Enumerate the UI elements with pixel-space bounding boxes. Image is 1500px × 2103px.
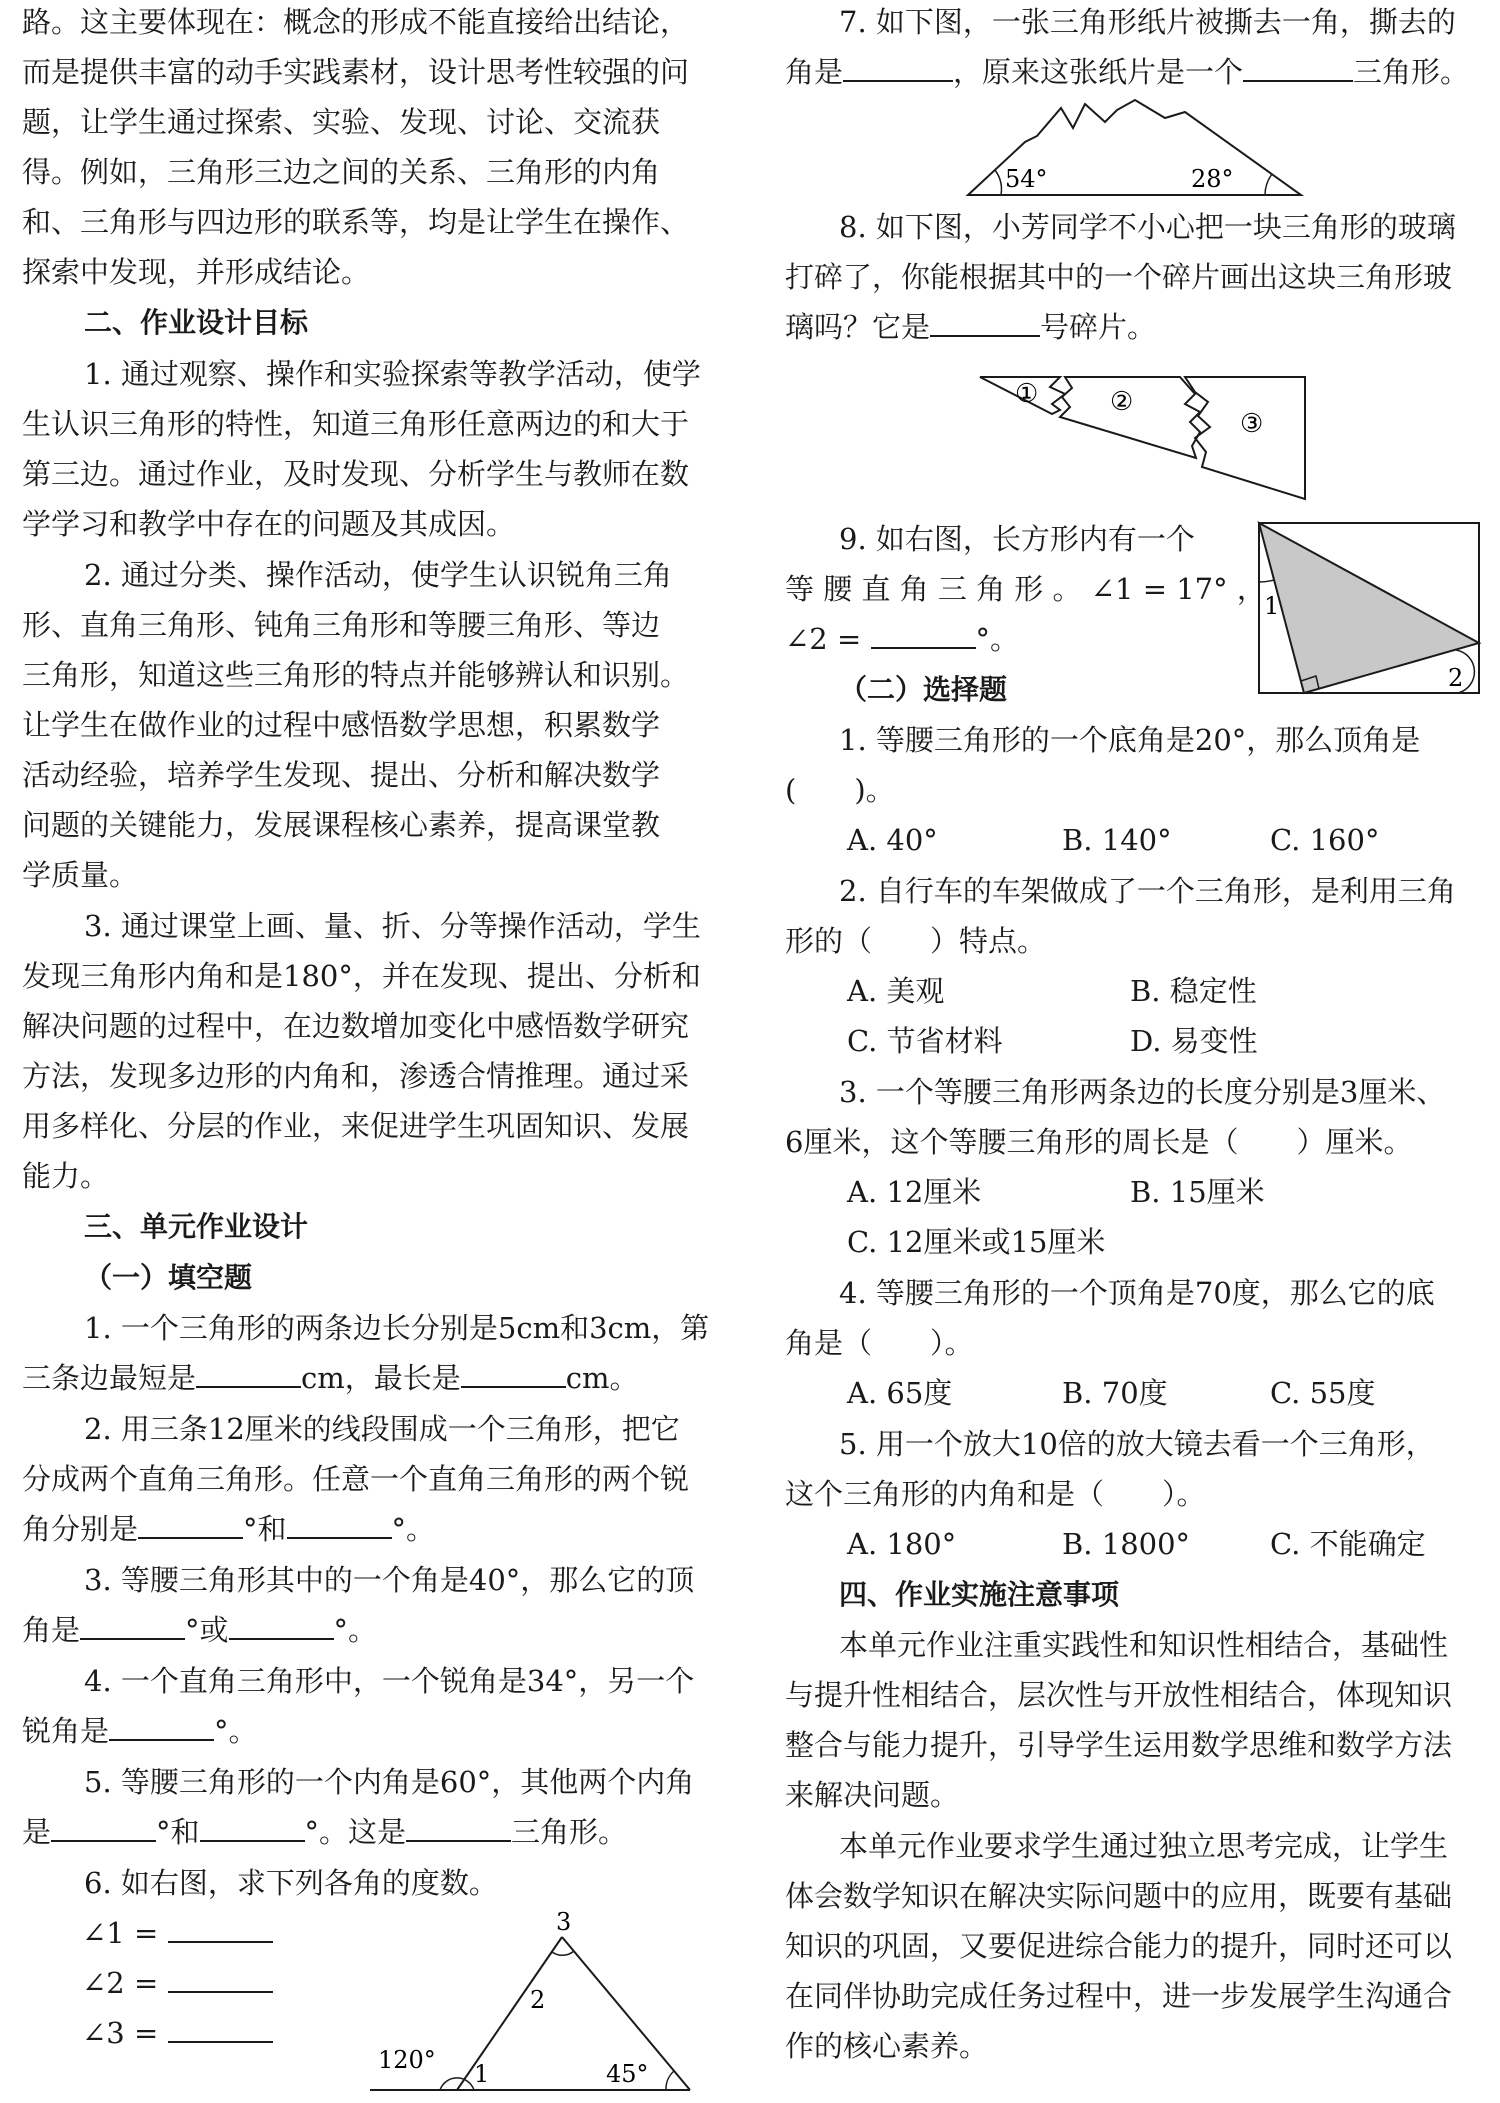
angle-arc xyxy=(995,170,1001,195)
goal-line: 问题的关键能力，发展课程核心素养，提高课堂教 xyxy=(22,808,661,842)
choice-1-option-b[interactable]: B. 140° xyxy=(1062,823,1172,857)
figure-9-rectangle-triangle xyxy=(1258,522,1480,694)
choice-1-line: ( )。 xyxy=(785,773,895,807)
angle-label-2: 2 xyxy=(1448,664,1464,692)
isosceles-right-triangle xyxy=(1259,523,1479,693)
angle-3-answer: ∠3 = xyxy=(82,2011,273,2055)
question-5-line: 是 °和 °。这是 三角形。 xyxy=(22,1810,627,1854)
choice-2-option-a[interactable]: A. 美观 xyxy=(847,974,945,1008)
goal-line: 1. 通过观察、操作和实验探索等教学活动，使学 xyxy=(84,357,701,391)
question-7-line: 角是 ，原来这张纸片是一个 三角形。 xyxy=(785,50,1469,94)
angle-label-28: 28° xyxy=(1191,165,1234,193)
goal-line: 方法，发现多边形的内角和，渗透合情推理。通过采 xyxy=(22,1059,690,1093)
angle-label-3: 3 xyxy=(556,1908,572,1936)
angle-label-1: 1 xyxy=(1264,592,1280,620)
goal-line: 发现三角形内角和是180°，并在发现、提出、分析和 xyxy=(22,959,701,993)
question-8-line: 8. 如下图，小芳同学不小心把一块三角形的玻璃 xyxy=(839,210,1456,244)
figure-7-torn-triangle xyxy=(965,100,1305,200)
choice-2-option-d[interactable]: D. 易变性 xyxy=(1130,1024,1258,1058)
piece-label-3: ③ xyxy=(1240,409,1264,439)
question-2-line: 角分别是 °和 °。 xyxy=(22,1507,435,1551)
choice-4-option-b[interactable]: B. 70度 xyxy=(1062,1376,1168,1410)
question-7-line: 7. 如下图，一张三角形纸片被撕去一角，撕去的 xyxy=(839,5,1456,39)
choice-3-line: 6厘米，这个等腰三角形的周长是（ ）厘米。 xyxy=(785,1125,1413,1159)
angle-label-120: 120° xyxy=(378,2046,436,2074)
notes-line: 与提升性相结合，层次性与开放性相结合，体现知识 xyxy=(785,1678,1453,1712)
question-9-line: ∠2 = °。 xyxy=(785,617,1019,661)
notes-line: 作的核心素养。 xyxy=(785,2029,989,2063)
answer-blank[interactable] xyxy=(461,1358,566,1388)
goal-line: 能力。 xyxy=(22,1159,110,1193)
notes-line: 来解决问题。 xyxy=(785,1778,960,1812)
answer-blank[interactable] xyxy=(196,1358,301,1388)
question-1-line: 三条边最短是 cm，最长是 cm。 xyxy=(22,1356,639,1400)
answer-blank[interactable] xyxy=(109,1711,214,1741)
question-1-line: 1. 一个三角形的两条边长分别是5cm和3cm，第 xyxy=(84,1311,710,1345)
question-5-line: 5. 等腰三角形的一个内角是60°，其他两个内角 xyxy=(84,1765,695,1799)
answer-blank[interactable] xyxy=(229,1610,334,1640)
angle-label-2: 2 xyxy=(530,1986,546,2014)
choice-5-option-c[interactable]: C. 不能确定 xyxy=(1270,1527,1426,1561)
notes-line: 整合与能力提升，引导学生运用数学思维和数学方法 xyxy=(785,1728,1453,1762)
choice-4-line: 4. 等腰三角形的一个顶角是70度，那么它的底 xyxy=(839,1276,1435,1310)
answer-blank[interactable] xyxy=(168,1963,273,1993)
answer-blank[interactable] xyxy=(138,1509,243,1539)
choice-5-line: 5. 用一个放大10倍的放大镜去看一个三角形， xyxy=(839,1427,1435,1461)
choice-2-line: 形的（ ）特点。 xyxy=(785,924,1047,958)
answer-blank[interactable] xyxy=(51,1812,156,1842)
goal-line: 用多样化、分层的作业，来促进学生巩固知识、发展 xyxy=(22,1109,690,1143)
choice-4-option-c[interactable]: C. 55度 xyxy=(1270,1376,1376,1410)
goal-line: 学质量。 xyxy=(22,858,139,892)
subheading-fill-blank: （一）填空题 xyxy=(84,1261,253,1294)
goal-line: 第三边。通过作业，及时发现、分析学生与教师在数 xyxy=(22,457,690,491)
notes-line: 本单元作业注重实践性和知识性相结合，基础性 xyxy=(839,1628,1449,1662)
question-8-line: 璃吗？它是 号碎片。 xyxy=(785,305,1156,349)
goal-line: 让学生在做作业的过程中感悟数学思想，积累数学 xyxy=(22,708,661,742)
choice-1-option-c[interactable]: C. 160° xyxy=(1270,823,1380,857)
answer-blank[interactable] xyxy=(930,307,1040,337)
choice-1-option-a[interactable]: A. 40° xyxy=(847,823,938,857)
question-9-line: 9. 如右图，长方形内有一个 xyxy=(839,522,1195,556)
question-3-line: 角是 °或 °。 xyxy=(22,1608,377,1652)
goal-line: 三角形，知道这些三角形的特点并能够辨认和识别。 xyxy=(22,658,690,692)
angle-label-45: 45° xyxy=(606,2060,649,2088)
question-3-line: 3. 等腰三角形其中的一个角是40°，那么它的顶 xyxy=(84,1563,695,1597)
question-4-line: 4. 一个直角三角形中，一个锐角是34°，另一个 xyxy=(84,1664,695,1698)
goal-line: 生认识三角形的特性，知道三角形任意两边的和大于 xyxy=(22,407,690,441)
choice-3-option-a[interactable]: A. 12厘米 xyxy=(847,1175,982,1209)
section-heading-notes: 四、作业实施注意事项 xyxy=(839,1578,1120,1611)
intro-line: 路。这主要体现在：概念的形成不能直接给出结论， xyxy=(22,5,690,39)
answer-blank[interactable] xyxy=(200,1812,305,1842)
question-4-line: 锐角是 °。 xyxy=(22,1709,258,1753)
question-2-line: 2. 用三条12厘米的线段围成一个三角形，把它 xyxy=(84,1412,680,1446)
section-heading-goals: 二、作业设计目标 xyxy=(84,306,309,339)
choice-1-line: 1. 等腰三角形的一个底角是20°，那么顶角是 xyxy=(839,723,1421,757)
answer-blank[interactable] xyxy=(168,2013,273,2043)
figure-6-triangle xyxy=(370,1900,710,2100)
answer-blank[interactable] xyxy=(287,1509,392,1539)
question-9-line: 等 腰 直 角 三 角 形 。 ∠1 = 17° ， xyxy=(785,572,1266,606)
angle-label-1: 1 xyxy=(474,2060,490,2088)
goal-line: 2. 通过分类、操作活动，使学生认识锐角三角 xyxy=(84,558,672,592)
answer-blank[interactable] xyxy=(1243,52,1353,82)
goal-line: 形、直角三角形、钝角三角形和等腰三角形、等边 xyxy=(22,608,661,642)
angle-arc xyxy=(1265,174,1272,195)
choice-5-line: 这个三角形的内角和是（ ）。 xyxy=(785,1477,1206,1511)
choice-3-option-c[interactable]: C. 12厘米或15厘米 xyxy=(847,1225,1106,1259)
answer-blank[interactable] xyxy=(80,1610,185,1640)
angle-arc xyxy=(440,2078,474,2090)
left-side xyxy=(457,1937,562,2090)
intro-line: 探索中发现，并形成结论。 xyxy=(22,255,371,289)
choice-2-option-c[interactable]: C. 节省材料 xyxy=(847,1024,1003,1058)
answer-blank[interactable] xyxy=(168,1913,273,1943)
angle-label-54: 54° xyxy=(1005,165,1048,193)
notes-line: 在同伴协助完成任务过程中，进一步发展学生沟通合 xyxy=(785,1979,1453,2013)
angle-arc xyxy=(666,2071,674,2090)
angle-arc xyxy=(1259,580,1274,582)
notes-line: 知识的巩固，又要促进综合能力的提升，同时还可以 xyxy=(785,1929,1453,1963)
question-6-line: 6. 如右图，求下列各角的度数。 xyxy=(84,1866,498,1900)
notes-line: 体会数学知识在解决实际问题中的应用，既要有基础 xyxy=(785,1879,1453,1913)
choice-5-option-a[interactable]: A. 180° xyxy=(847,1527,957,1561)
goal-line: 解决问题的过程中，在边数增加变化中感悟数学研究 xyxy=(22,1009,690,1043)
choice-4-line: 角是（ ）。 xyxy=(785,1326,974,1360)
subheading-choice: （二）选择题 xyxy=(839,673,1008,706)
answer-blank[interactable] xyxy=(843,52,953,82)
question-2-line: 分成两个直角三角形。任意一个直角三角形的两个锐 xyxy=(22,1462,690,1496)
answer-blank[interactable] xyxy=(871,619,976,649)
angle-1-answer: ∠1 = xyxy=(82,1911,273,1955)
piece-label-2: ② xyxy=(1110,387,1134,417)
choice-2-option-b[interactable]: B. 稳定性 xyxy=(1130,974,1257,1008)
piece-label-1: ① xyxy=(1015,379,1039,409)
choice-5-option-b[interactable]: B. 1800° xyxy=(1062,1527,1191,1561)
angle-arc xyxy=(552,1951,574,1955)
choice-3-line: 3. 一个等腰三角形两条边的长度分别是3厘米、 xyxy=(839,1075,1446,1109)
intro-line: 而是提供丰富的动手实践素材，设计思考性较强的问 xyxy=(22,55,690,89)
goal-line: 活动经验，培养学生发现、提出、分析和解决数学 xyxy=(22,758,661,792)
intro-line: 题，让学生通过探索、实验、发现、讨论、交流获 xyxy=(22,105,661,139)
angle-2-answer: ∠2 = xyxy=(82,1961,273,2005)
goal-line: 3. 通过课堂上画、量、折、分等操作活动，学生 xyxy=(84,909,701,943)
choice-2-line: 2. 自行车的车架做成了一个三角形，是利用三角 xyxy=(839,874,1456,908)
figure-8-broken-glass xyxy=(980,372,1310,502)
choice-3-option-b[interactable]: B. 15厘米 xyxy=(1130,1175,1265,1209)
choice-4-option-a[interactable]: A. 65度 xyxy=(847,1376,953,1410)
intro-line: 得。例如，三角形三边之间的关系、三角形的内角 xyxy=(22,155,661,189)
notes-line: 本单元作业要求学生通过独立思考完成，让学生 xyxy=(839,1829,1449,1863)
intro-line: 和、三角形与四边形的联系等，均是让学生在操作、 xyxy=(22,205,690,239)
question-8-line: 打碎了，你能根据其中的一个碎片画出这块三角形玻 xyxy=(785,260,1453,294)
answer-blank[interactable] xyxy=(406,1812,511,1842)
goal-line: 学学习和教学中存在的问题及其成因。 xyxy=(22,507,516,541)
section-heading-design: 三、单元作业设计 xyxy=(84,1210,309,1243)
